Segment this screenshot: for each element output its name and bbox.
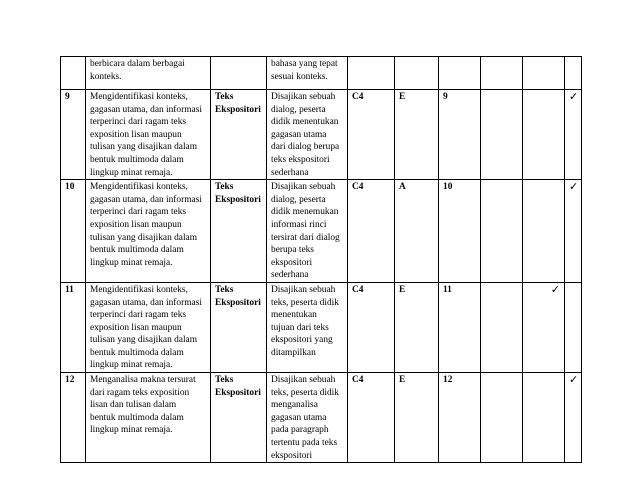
indikator-cell <box>86 57 211 90</box>
teks-type-cell <box>211 282 267 372</box>
indikator-soal-cell-line: Disajikan sebuah <box>271 375 336 386</box>
indikator-soal-cell-line: Disajikan sebuah <box>271 284 336 295</box>
indikator-soal-cell <box>267 180 348 283</box>
indikator-soal-cell-line: menentukan <box>271 310 317 321</box>
indikator-cell-line: bentuk multimoda dalam <box>90 245 184 256</box>
row-number: 9 <box>61 90 86 180</box>
indikator-cell-line: lisan dan tulisan dalam <box>90 400 177 411</box>
indikator-soal-cell-line: tertentu pada teks <box>271 438 338 449</box>
indikator-cell-line: gagasan utama, dan informasi <box>90 194 202 205</box>
indikator-soal-cell-line: gagasan utama <box>271 129 327 140</box>
teks-type-cell <box>211 90 267 180</box>
indikator-soal-cell-line: sederhana <box>271 270 309 281</box>
indikator-soal-cell-line: dari dialog berupa <box>271 142 340 153</box>
item-number-cell: 11 <box>439 282 481 372</box>
table-row <box>61 57 582 90</box>
status-cell <box>565 90 582 180</box>
indikator-cell <box>86 90 211 180</box>
teks-type-cell-line: Ekspositori <box>215 297 261 308</box>
indikator-cell-line: lingkup minat remaja. <box>90 425 173 436</box>
indikator-cell-line: exposition lisan maupun <box>90 219 182 230</box>
level-cell: C4 <box>348 373 395 463</box>
indikator-cell-line: tulisan yang disajikan dalam <box>90 335 198 346</box>
row-number: 12 <box>61 373 86 463</box>
indikator-soal-cell <box>267 90 348 180</box>
indikator-cell-line: exposition lisan maupun <box>90 322 182 333</box>
indikator-soal-cell-line: teks, peserta didik <box>271 387 339 398</box>
indikator-cell <box>86 282 211 372</box>
indikator-cell-line: lingkup minat remaja. <box>90 257 173 268</box>
status-cell <box>565 57 582 90</box>
indikator-soal-cell-line: dialog, peserta <box>271 194 326 205</box>
indikator-cell-line: terperinci dari ragam teks <box>90 117 187 128</box>
level-cell: C4 <box>348 90 395 180</box>
indikator-soal-cell <box>267 282 348 372</box>
indikator-cell-line: lingkup minat remaja. <box>90 360 173 371</box>
status-cell <box>565 373 582 463</box>
indikator-cell-line: bentuk multimoda dalam <box>90 154 184 165</box>
indikator-cell-line: berbicara dalam berbagai <box>90 59 185 69</box>
indikator-soal-cell-line: sesuai konteks. <box>271 71 328 82</box>
row-number <box>61 57 86 90</box>
indikator-soal-cell-line: Disajikan sebuah <box>271 182 336 193</box>
status-cell <box>523 180 565 283</box>
indikator-cell-line: Mengidentifikasi konteks, <box>90 182 188 193</box>
indikator-soal-cell-line: teks, peserta didik <box>271 297 339 308</box>
status-cell <box>523 373 565 463</box>
teks-type-cell-line: Teks <box>215 284 234 295</box>
indikator-soal-cell-line: Disajikan sebuah <box>271 92 336 102</box>
table-body <box>61 57 582 463</box>
status-cell <box>565 180 582 283</box>
indikator-soal-cell-line: tersirat dari dialog <box>271 232 340 243</box>
indikator-cell-line: Menganalisa makna tersurat <box>90 375 196 386</box>
table-row <box>61 373 582 463</box>
indikator-cell-line: terperinci dari ragam teks <box>90 207 187 218</box>
checkmark-icon: ✓ <box>569 373 579 387</box>
level-cell: C4 <box>348 180 395 283</box>
indikator-cell <box>86 180 211 283</box>
indikator-cell-line: exposition lisan maupun <box>90 129 182 140</box>
teks-type-cell-line: Teks <box>215 92 234 102</box>
row-number: 11 <box>61 282 86 372</box>
indikator-cell-line: tulisan yang disajikan dalam <box>90 232 198 243</box>
indikator-soal-cell-line: informasi rinci <box>271 219 327 230</box>
indikator-cell-line: dari ragam teks exposition <box>90 387 190 398</box>
status-cell <box>481 57 523 90</box>
checkmark-icon: ✓ <box>569 90 579 103</box>
indikator-soal-cell-line: ekspositori <box>271 257 313 268</box>
indikator-soal-cell-line: pada paragraph <box>271 425 329 436</box>
teks-type-cell-line: Teks <box>215 375 234 386</box>
level-cell <box>348 57 395 90</box>
status-cell <box>523 57 565 90</box>
status-cell <box>523 282 565 372</box>
teks-type-cell-line: Teks <box>215 182 234 193</box>
indikator-cell-line: gagasan utama, dan informasi <box>90 104 202 115</box>
indikator-soal-cell <box>267 57 348 90</box>
status-cell <box>481 282 523 372</box>
status-cell <box>481 373 523 463</box>
indikator-soal-cell-line: sederhana <box>271 167 309 178</box>
item-number-cell <box>439 57 481 90</box>
teks-type-cell <box>211 180 267 283</box>
answer-key-cell <box>395 57 439 90</box>
indikator-soal-cell-line: menganalisa <box>271 400 318 411</box>
item-number-cell: 10 <box>439 180 481 283</box>
teks-type-cell <box>211 373 267 463</box>
teks-type-cell-line: Ekspositori <box>215 194 261 205</box>
indikator-soal-cell-line: dialog, peserta <box>271 104 326 115</box>
indikator-cell-line: lingkup minat remaja. <box>90 167 173 178</box>
indikator-soal-cell-line: tujuan dari teks <box>271 322 329 333</box>
table-row <box>61 282 582 372</box>
teks-type-cell-line: Ekspositori <box>215 387 261 398</box>
answer-key-cell: E <box>395 282 439 372</box>
indikator-soal-cell-line: ekspositori yang <box>271 335 333 346</box>
kisi-kisi-table <box>60 56 582 463</box>
indikator-cell-line: Mengidentifikasi konteks, <box>90 284 188 295</box>
teks-type-cell-line: Ekspositori <box>215 104 261 115</box>
indikator-cell-line: bentuk multimoda dalam <box>90 347 184 358</box>
level-cell: C4 <box>348 282 395 372</box>
answer-key-cell: E <box>395 90 439 180</box>
indikator-soal-cell-line: teks ekspositori <box>271 154 330 165</box>
indikator-soal-cell-line: ditampilkan <box>271 347 316 358</box>
status-cell <box>565 282 582 372</box>
indikator-cell-line: gagasan utama, dan informasi <box>90 297 202 308</box>
answer-key-cell: A <box>395 180 439 283</box>
indikator-soal-cell-line: berupa teks <box>271 245 314 256</box>
teks-type-cell <box>211 57 267 90</box>
item-number-cell: 9 <box>439 90 481 180</box>
answer-key-cell: E <box>395 373 439 463</box>
checkmark-icon: ✓ <box>569 180 579 194</box>
status-cell <box>523 90 565 180</box>
indikator-soal-cell-line: didik menemukan <box>271 207 339 218</box>
indikator-cell-line: terperinci dari ragam teks <box>90 310 187 321</box>
status-cell <box>481 180 523 283</box>
indikator-cell-line: bentuk multimoda dalam <box>90 412 184 423</box>
status-cell <box>481 90 523 180</box>
indikator-soal-cell <box>267 373 348 463</box>
table-row <box>61 90 582 180</box>
indikator-soal-cell-line: ekspositori <box>271 450 313 461</box>
indikator-soal-cell-line: didik menentukan <box>271 117 339 128</box>
indikator-cell-line: tulisan yang disajikan dalam <box>90 142 198 153</box>
indikator-cell-line: Mengidentifikasi konteks, <box>90 92 188 102</box>
row-number: 10 <box>61 180 86 283</box>
indikator-cell-line: konteks. <box>90 71 122 82</box>
checkmark-icon: ✓ <box>550 282 560 296</box>
indikator-soal-cell-line: bahasa yang tepat <box>271 59 338 69</box>
table-row <box>61 180 582 283</box>
indikator-cell <box>86 373 211 463</box>
item-number-cell: 12 <box>439 373 481 463</box>
indikator-soal-cell-line: gagasan utama <box>271 412 327 423</box>
